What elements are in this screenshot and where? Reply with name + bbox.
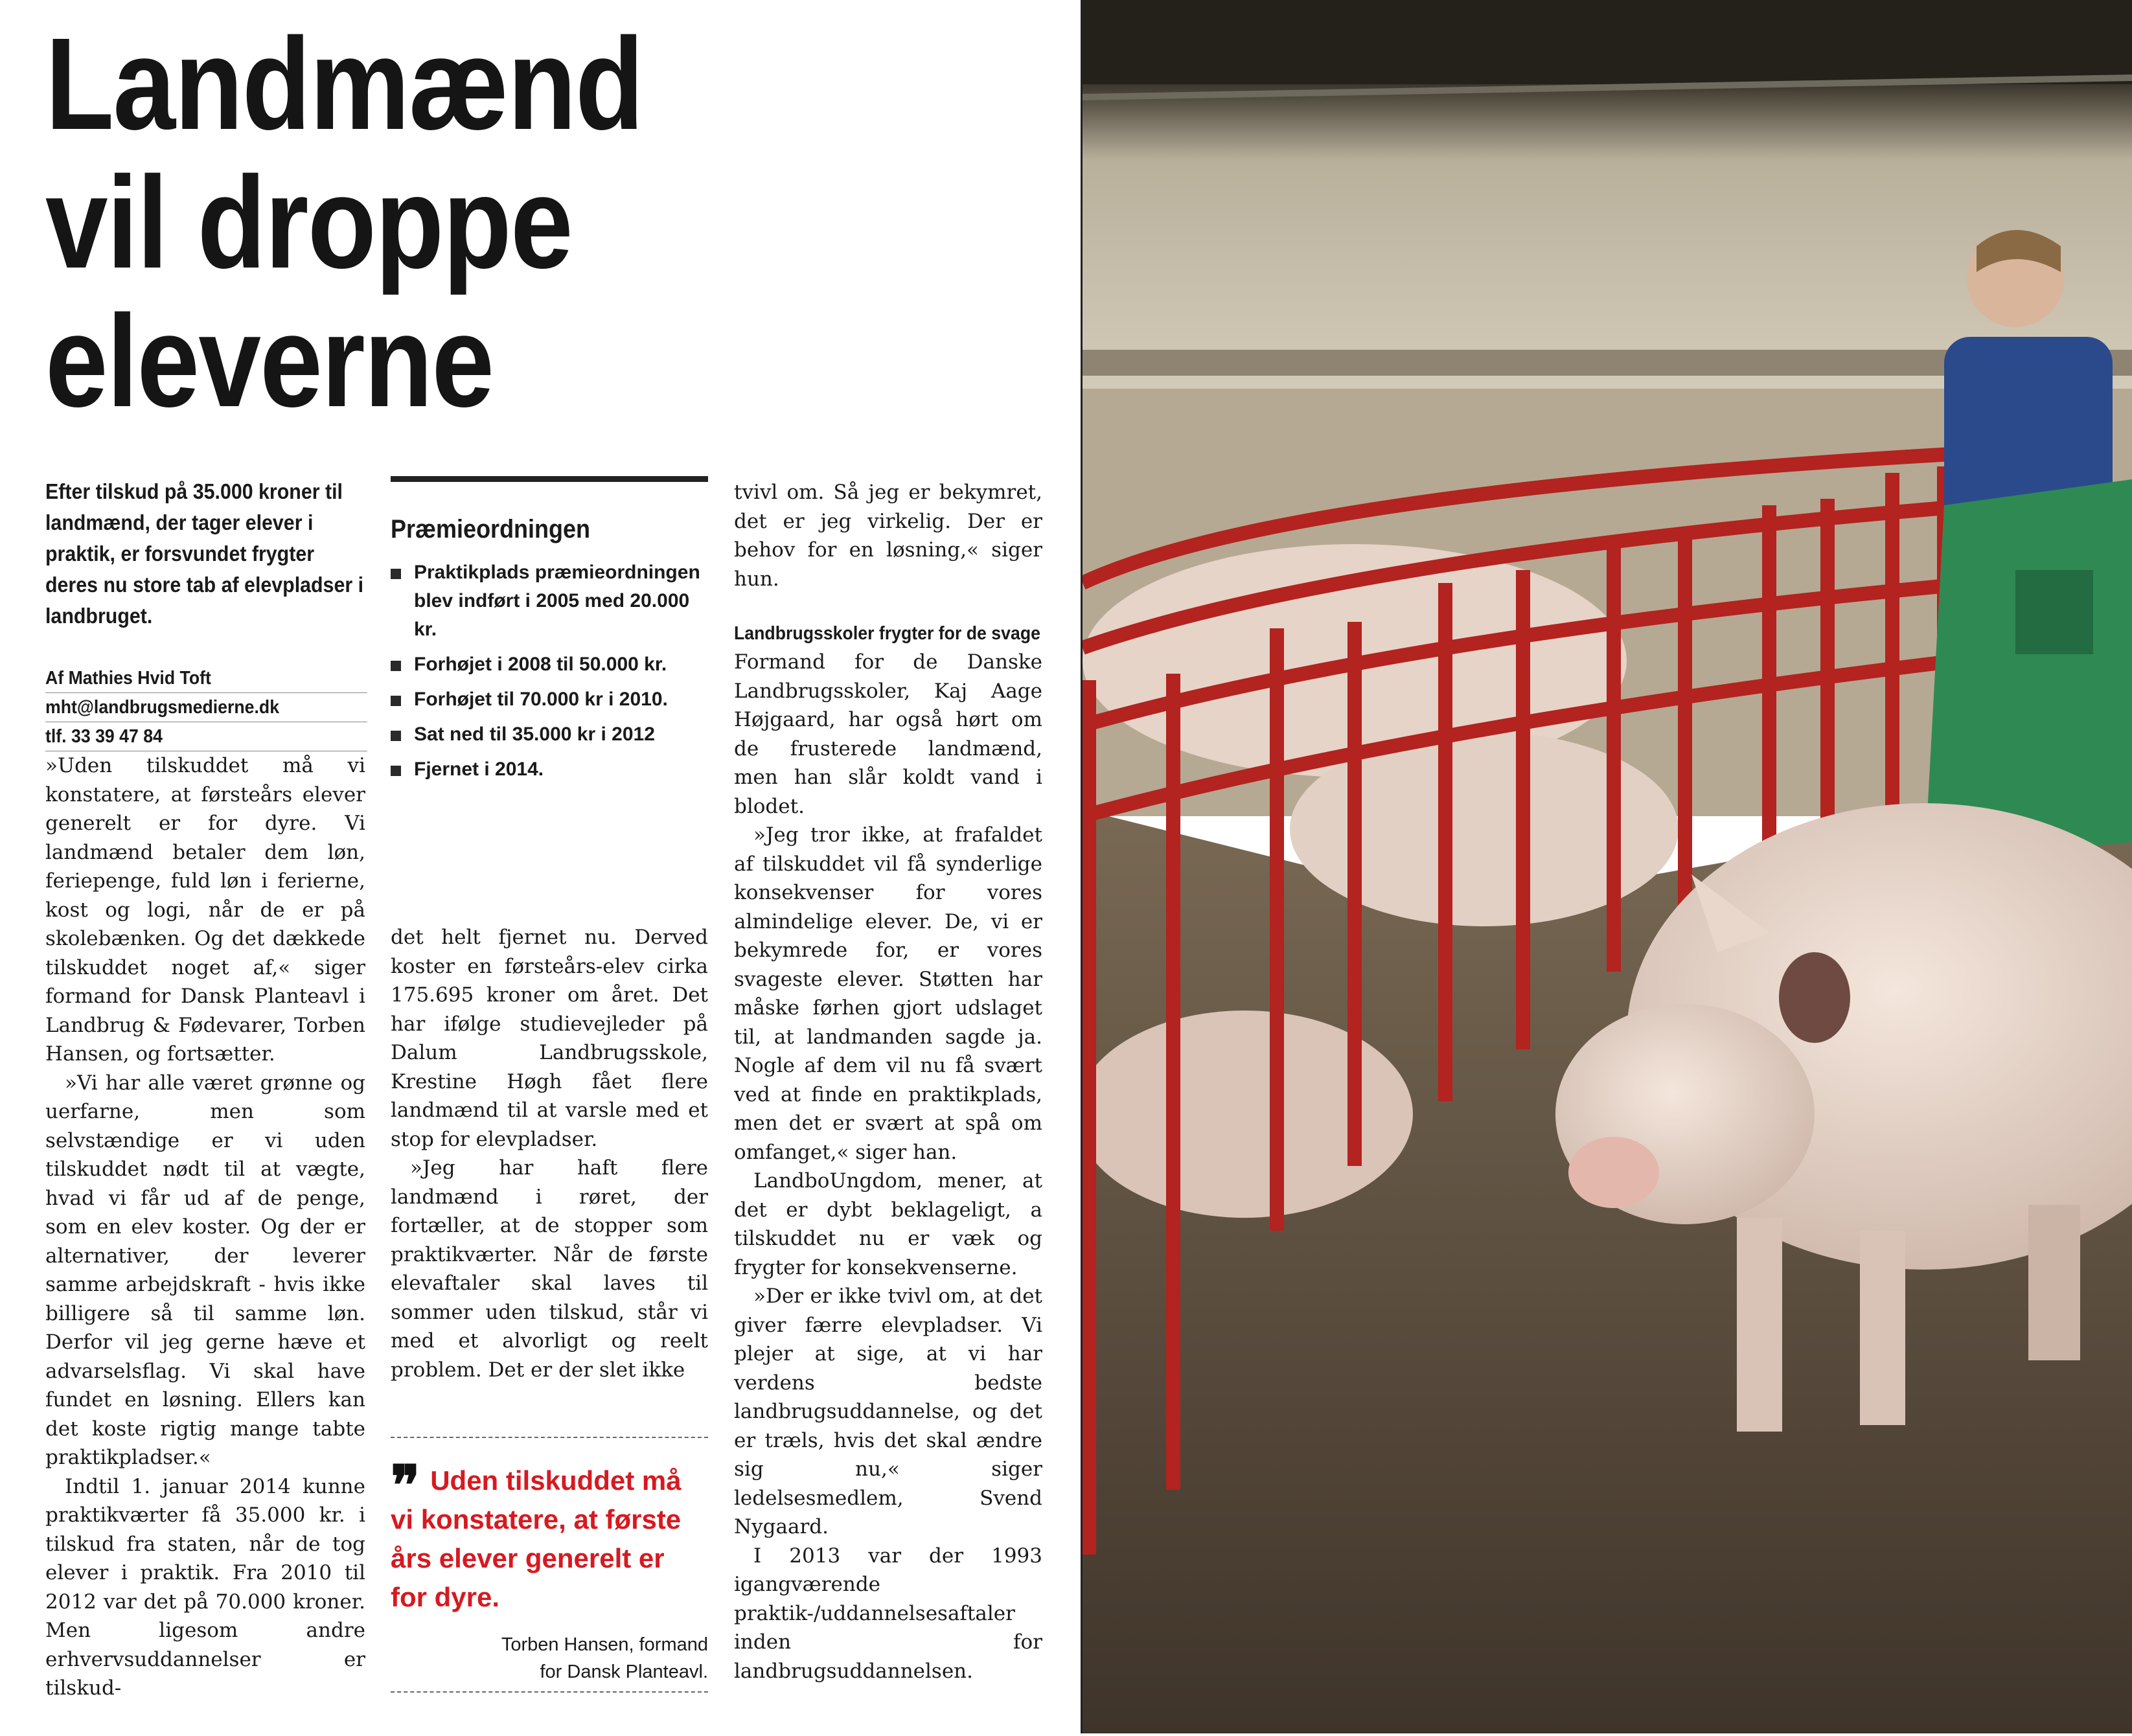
byline-email[interactable]: mht@landbrugsmedierne.dk [45, 693, 367, 722]
body-paragraph: I 2013 var der 1993 igangværende praktik-/uddannelsesaftaler inden for landbrugsuddannelsen. [734, 1544, 1042, 1683]
photo-illustration [1083, 0, 2132, 1733]
fact-box-item-text: Sat ned til 35.000 kr i 2012 [414, 724, 655, 745]
pig-snout [1568, 1137, 1659, 1208]
barn-ceiling [1083, 0, 2132, 84]
bullet-square-icon [391, 731, 401, 741]
bullet-square-icon [391, 696, 401, 706]
body-paragraph: tvivl om. Så jeg er bekymret, det er jeg virkelig. Der er behov for en løsning,« siger hun. [734, 481, 1042, 591]
headline-line-2: vil droppe [45, 149, 572, 295]
fact-box-item [391, 720, 708, 749]
lead-paragraph: Efter tilskud på 35.000 kroner til landmænd, der tager elever i praktik, er forsvundet frygter deres nu store tab af elevpladser i landbruget. [45, 479, 364, 628]
pig-barn-photo [1081, 0, 2132, 1733]
bin-handle [2015, 570, 2093, 654]
fact-box-item-text: Fjernet i 2014. [414, 759, 544, 780]
headline [45, 10, 915, 434]
headline-line-3: eleverne [45, 288, 494, 434]
pull-quote-attribution-line-2: for Dansk Planteavl. [540, 1662, 708, 1682]
fact-box-item [391, 755, 708, 784]
pig-spot [1779, 952, 1850, 1043]
fact-box-item [391, 685, 708, 714]
pig-leg [1860, 1231, 1905, 1425]
body-paragraph: det helt fjernet nu. Derved koster en førsteårs-elev cirka 175.695 kroner om året. Det har ifølge studievejleder på Dalum Landbrugsskole, Krestine Høgh fået flere landmænd til at varsle med et stop for elevpladser. [391, 926, 708, 1151]
byline-phone: tlf. 33 39 47 84 [45, 722, 367, 751]
body-paragraph: »Vi har alle været grønne og uerfarne, men som selvstændige er vi uden tilskuddet nødt til at vægte, hvad vi får ud af de penge, som en elev koster. Og der er alternativer, der leverer samme arbejdskraft - hvis ikke billigere så til samme løn. Derfor vil jeg gerne hæve et advarselsflag. Vi skal have fundet en løsning. Ellers kan det koste rigtig mange tabte praktikpladser.« [45, 1071, 365, 1469]
headline-line-1: Landmænd [45, 10, 643, 157]
column-1-body [45, 751, 365, 1703]
byline-author: Af Mathies Hvid Toft [45, 664, 367, 693]
pull-quote-text-block [391, 1453, 708, 1617]
quote-mark-icon: ❞ [391, 1453, 420, 1517]
byline [45, 664, 367, 751]
fact-box-item [391, 558, 708, 644]
pig-leg [2028, 1205, 2080, 1360]
fact-box-item-text: Praktikplads præmieordningen blev indført i 2005 med 20.000 kr. [414, 562, 700, 640]
column-3 [734, 478, 1042, 1685]
fact-box [391, 476, 708, 917]
bullet-square-icon [391, 661, 401, 671]
bullet-square-icon [391, 766, 401, 776]
body-paragraph: »Jeg har haft flere landmænd i røret, der fortæller, at de stopper som praktikværter. Når de første elevaftaler skal laves til sommer uden tilskud, står vi med et alvorligt og reelt problem. Det er der slet ikke [391, 1156, 708, 1382]
body-paragraph: »Jeg tror ikke, at frafaldet af tilskuddet vil få synderlige konsekvenser for vores almindelige elever. De, vi er bekymrede for, er vores svageste elever. Støtten har måske førhen gjort udslaget til, at landmanden sagde ja. Nogle af dem vil nu få svært ved at finde en praktikplads, men det er svært at spå om omfanget,« siger han. [734, 823, 1042, 1164]
body-paragraph: LandboUngdom, mener, at det er dybt beklageligt, a tilskuddet nu er væk og frygter for konsekvenserne. [734, 1169, 1042, 1279]
body-paragraph: »Der er ikke tvivl om, at det giver færre elevpladser. Vi plejer at sige, at vi har verdens bedste landbrugsuddannelse, og det er træls, hvis det skal ændre sig nu,« siger ledelsesmedlem, Svend Nygaard. [734, 1285, 1042, 1538]
pig-leg [1737, 1218, 1782, 1432]
fact-box-title: Præmieordningen [391, 515, 591, 543]
bullet-square-icon [391, 569, 401, 579]
body-paragraph: »Uden tilskuddet må vi konstatere, at førsteårs elever generelt er for dyre. Vi landmænd betaler dem løn, feriepenge, fuld løn i ferierne, kost og logi, når de er på skolebænken. Og det dækkede tilskuddet noget af,« siger formand for Dansk Planteavl i Landbrug & Fødevarer, Torben Hansen, og fortsætter. [45, 754, 365, 1066]
body-paragraph: Formand for de Danske Landbrugsskoler, Kaj Aage Højgaard, har også hørt om de frusterede landmænd, men han slår koldt vand i blodet. [734, 650, 1042, 818]
fact-box-item-text: Forhøjet til 70.000 kr i 2010. [414, 689, 668, 710]
column-2-body [391, 923, 708, 1384]
fact-box-item [391, 650, 708, 679]
pull-quote [391, 1437, 708, 1693]
section-subhead: Landbrugsskoler frygter for de svage [734, 623, 1040, 644]
sow-body [1083, 1011, 1413, 1218]
column-1 [45, 476, 365, 1703]
green-feed-bin [1925, 479, 2132, 862]
body-paragraph: Indtil 1. januar 2014 kunne praktikværter få 35.000 kr. i tilskud fra staten, når de tog elever i praktik. Fra 2010 til 2012 var det på 70.000 kroner. Men ligesom andre erhvervsuddannelser er tilskud- [45, 1474, 365, 1700]
fact-box-item-text: Forhøjet i 2008 til 50.000 kr. [414, 654, 667, 675]
pull-quote-attribution-line-1: Torben Hansen, formand [501, 1634, 708, 1655]
pull-quote-attribution [391, 1631, 708, 1685]
pull-quote-text: Uden tilskuddet må vi konstatere, at første års elever generelt er for dyre. [391, 1465, 682, 1612]
